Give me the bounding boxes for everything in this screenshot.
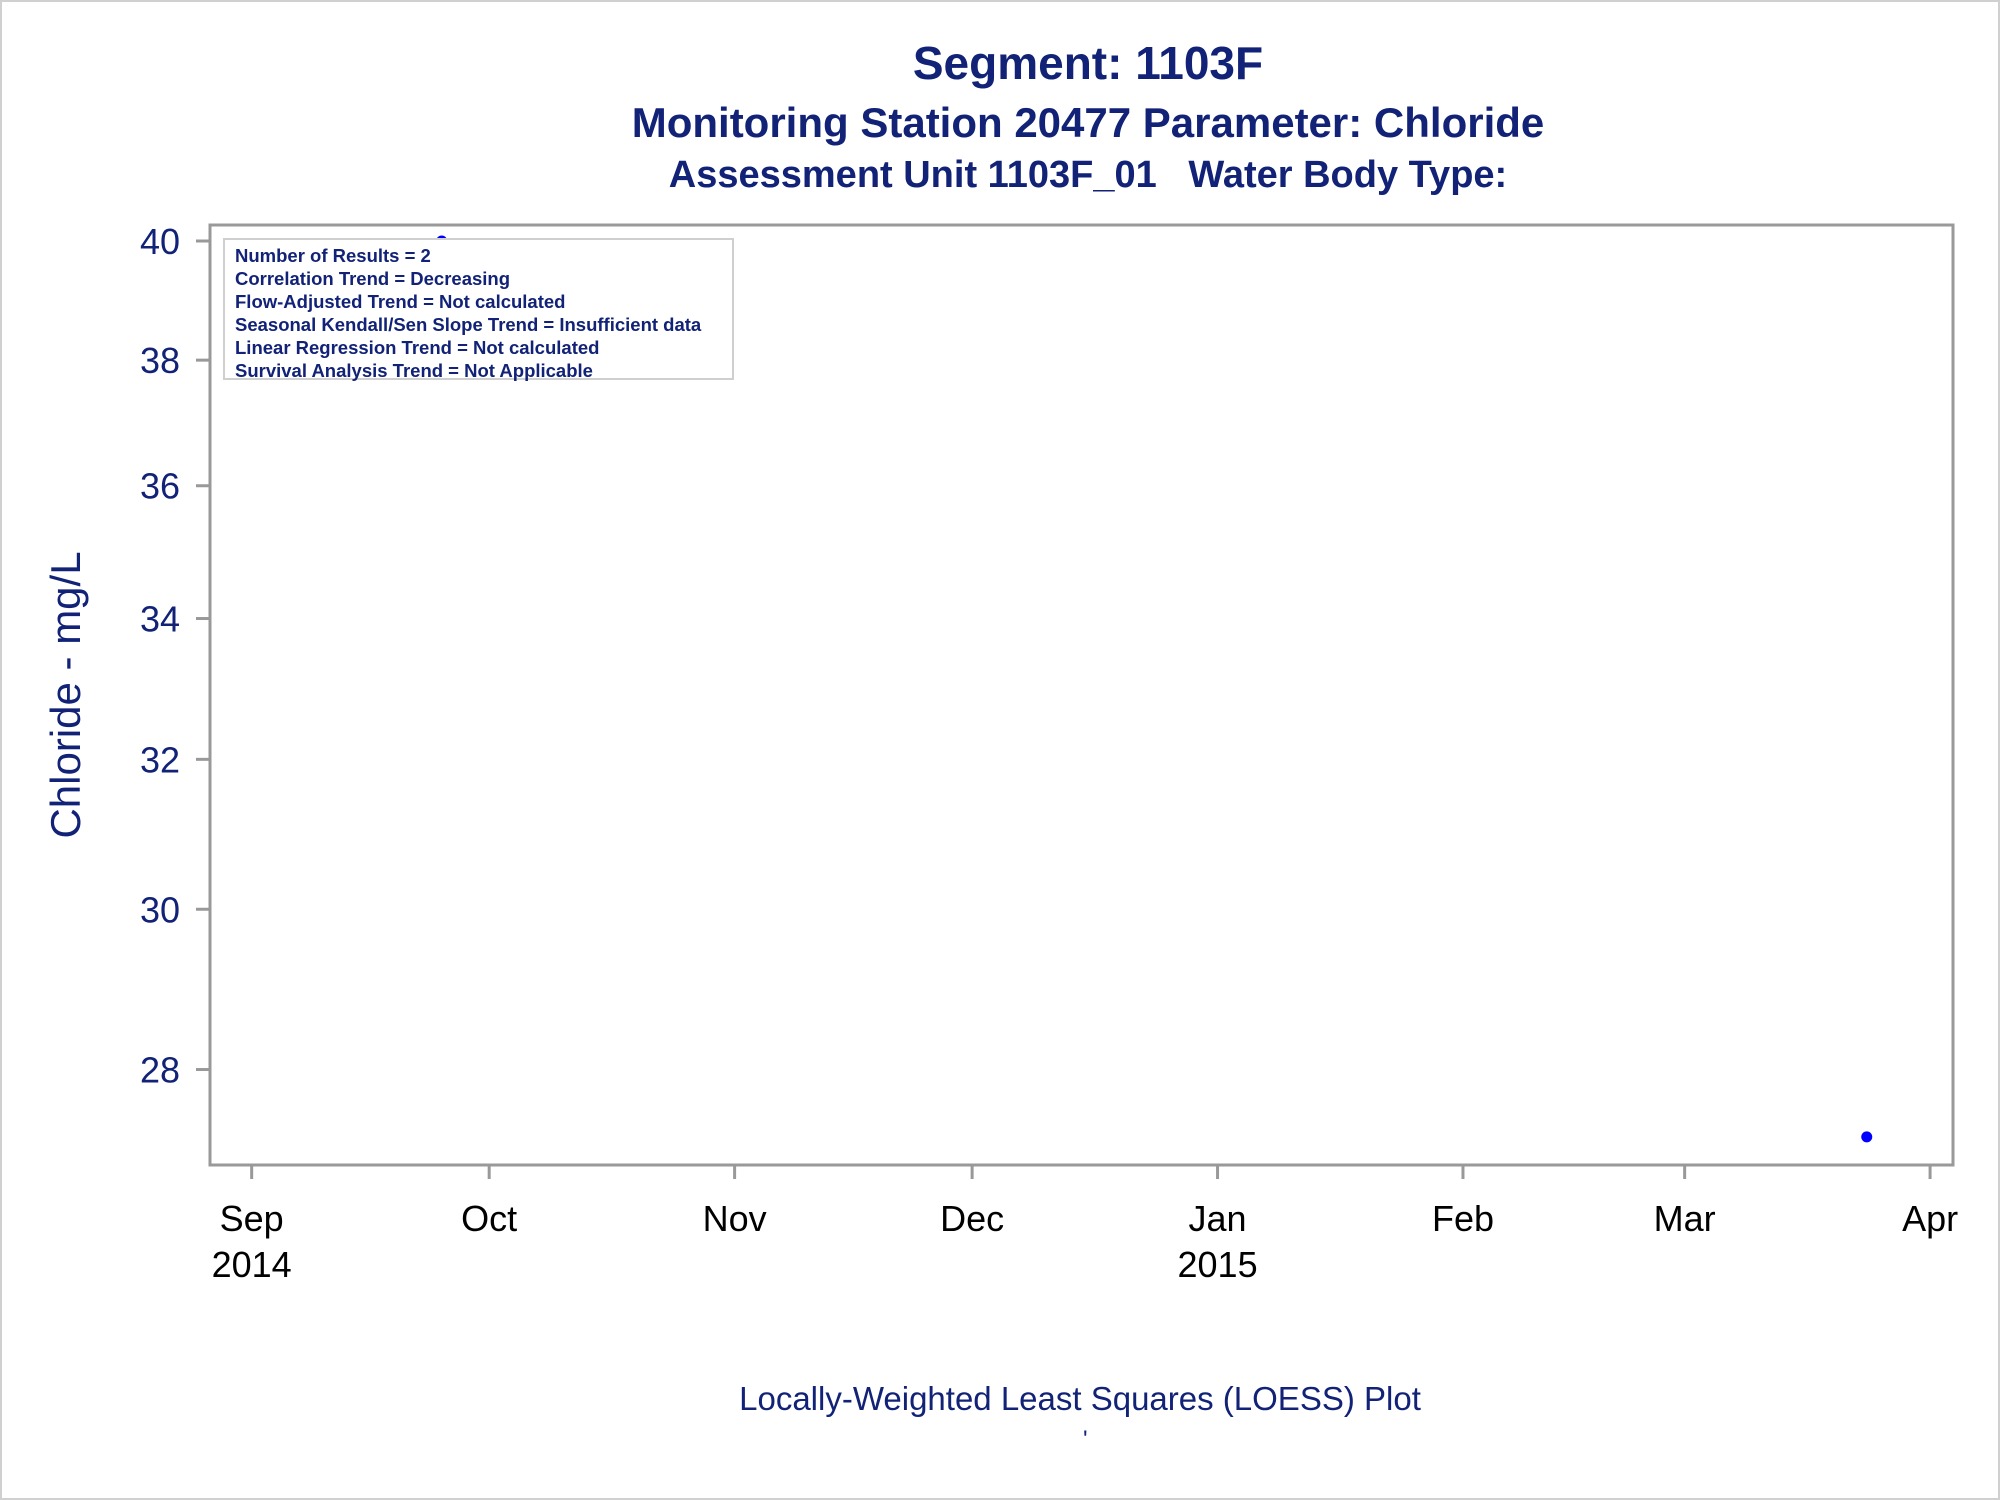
legend-line: Flow-Adjusted Trend = Not calculated [235, 291, 566, 312]
y-tick-label: 38 [139, 340, 180, 382]
trend-legend [223, 238, 734, 380]
x-tick-label: Jan [1188, 1198, 1247, 1239]
chart-subtitle: Monitoring Station 20477 Parameter: Chloride [631, 99, 1545, 146]
x-tick-label: Mar [1653, 1198, 1716, 1239]
legend-line: Seasonal Kendall/Sen Slope Trend = Insufficient data [235, 314, 702, 335]
x-axis [212, 1165, 1958, 1285]
y-tick-label: 40 [139, 221, 180, 262]
y-tick-label: 30 [139, 889, 180, 931]
x-tick-label: Oct [461, 1198, 518, 1239]
y-tick-label: 34 [139, 598, 180, 640]
footnote-mark: ' [1083, 1426, 1088, 1453]
x-tick-label: Feb [1431, 1198, 1495, 1239]
legend-line: Number of Results = 2 [235, 245, 431, 266]
y-axis-label: Chloride - mg/L [42, 551, 89, 839]
data-point [1861, 1131, 1872, 1142]
x-tick-label: Apr [1902, 1198, 1959, 1239]
x-tick-year-label: 2014 [211, 1244, 292, 1285]
y-axis [140, 221, 210, 1091]
y-tick-label: 32 [139, 739, 180, 781]
y-tick-label: 28 [139, 1049, 180, 1091]
chart-subtitle-assessment: Assessment Unit 1103F_01 Water Body Type: [668, 154, 1508, 196]
legend-line: Correlation Trend = Decreasing [235, 268, 511, 289]
x-tick-label: Sep [219, 1198, 284, 1239]
x-tick-year-label: 2015 [1177, 1244, 1258, 1285]
chart-title: Segment: 1103F [912, 37, 1264, 89]
x-tick-label: Nov [702, 1198, 767, 1239]
x-tick-label: Dec [940, 1198, 1005, 1239]
y-tick-label: 36 [139, 465, 180, 507]
legend-line: Survival Analysis Trend = Not Applicable [235, 360, 593, 381]
footnote: Locally-Weighted Least Squares (LOESS) Plot [739, 1380, 1421, 1417]
legend-line: Linear Regression Trend = Not calculated [235, 337, 600, 358]
